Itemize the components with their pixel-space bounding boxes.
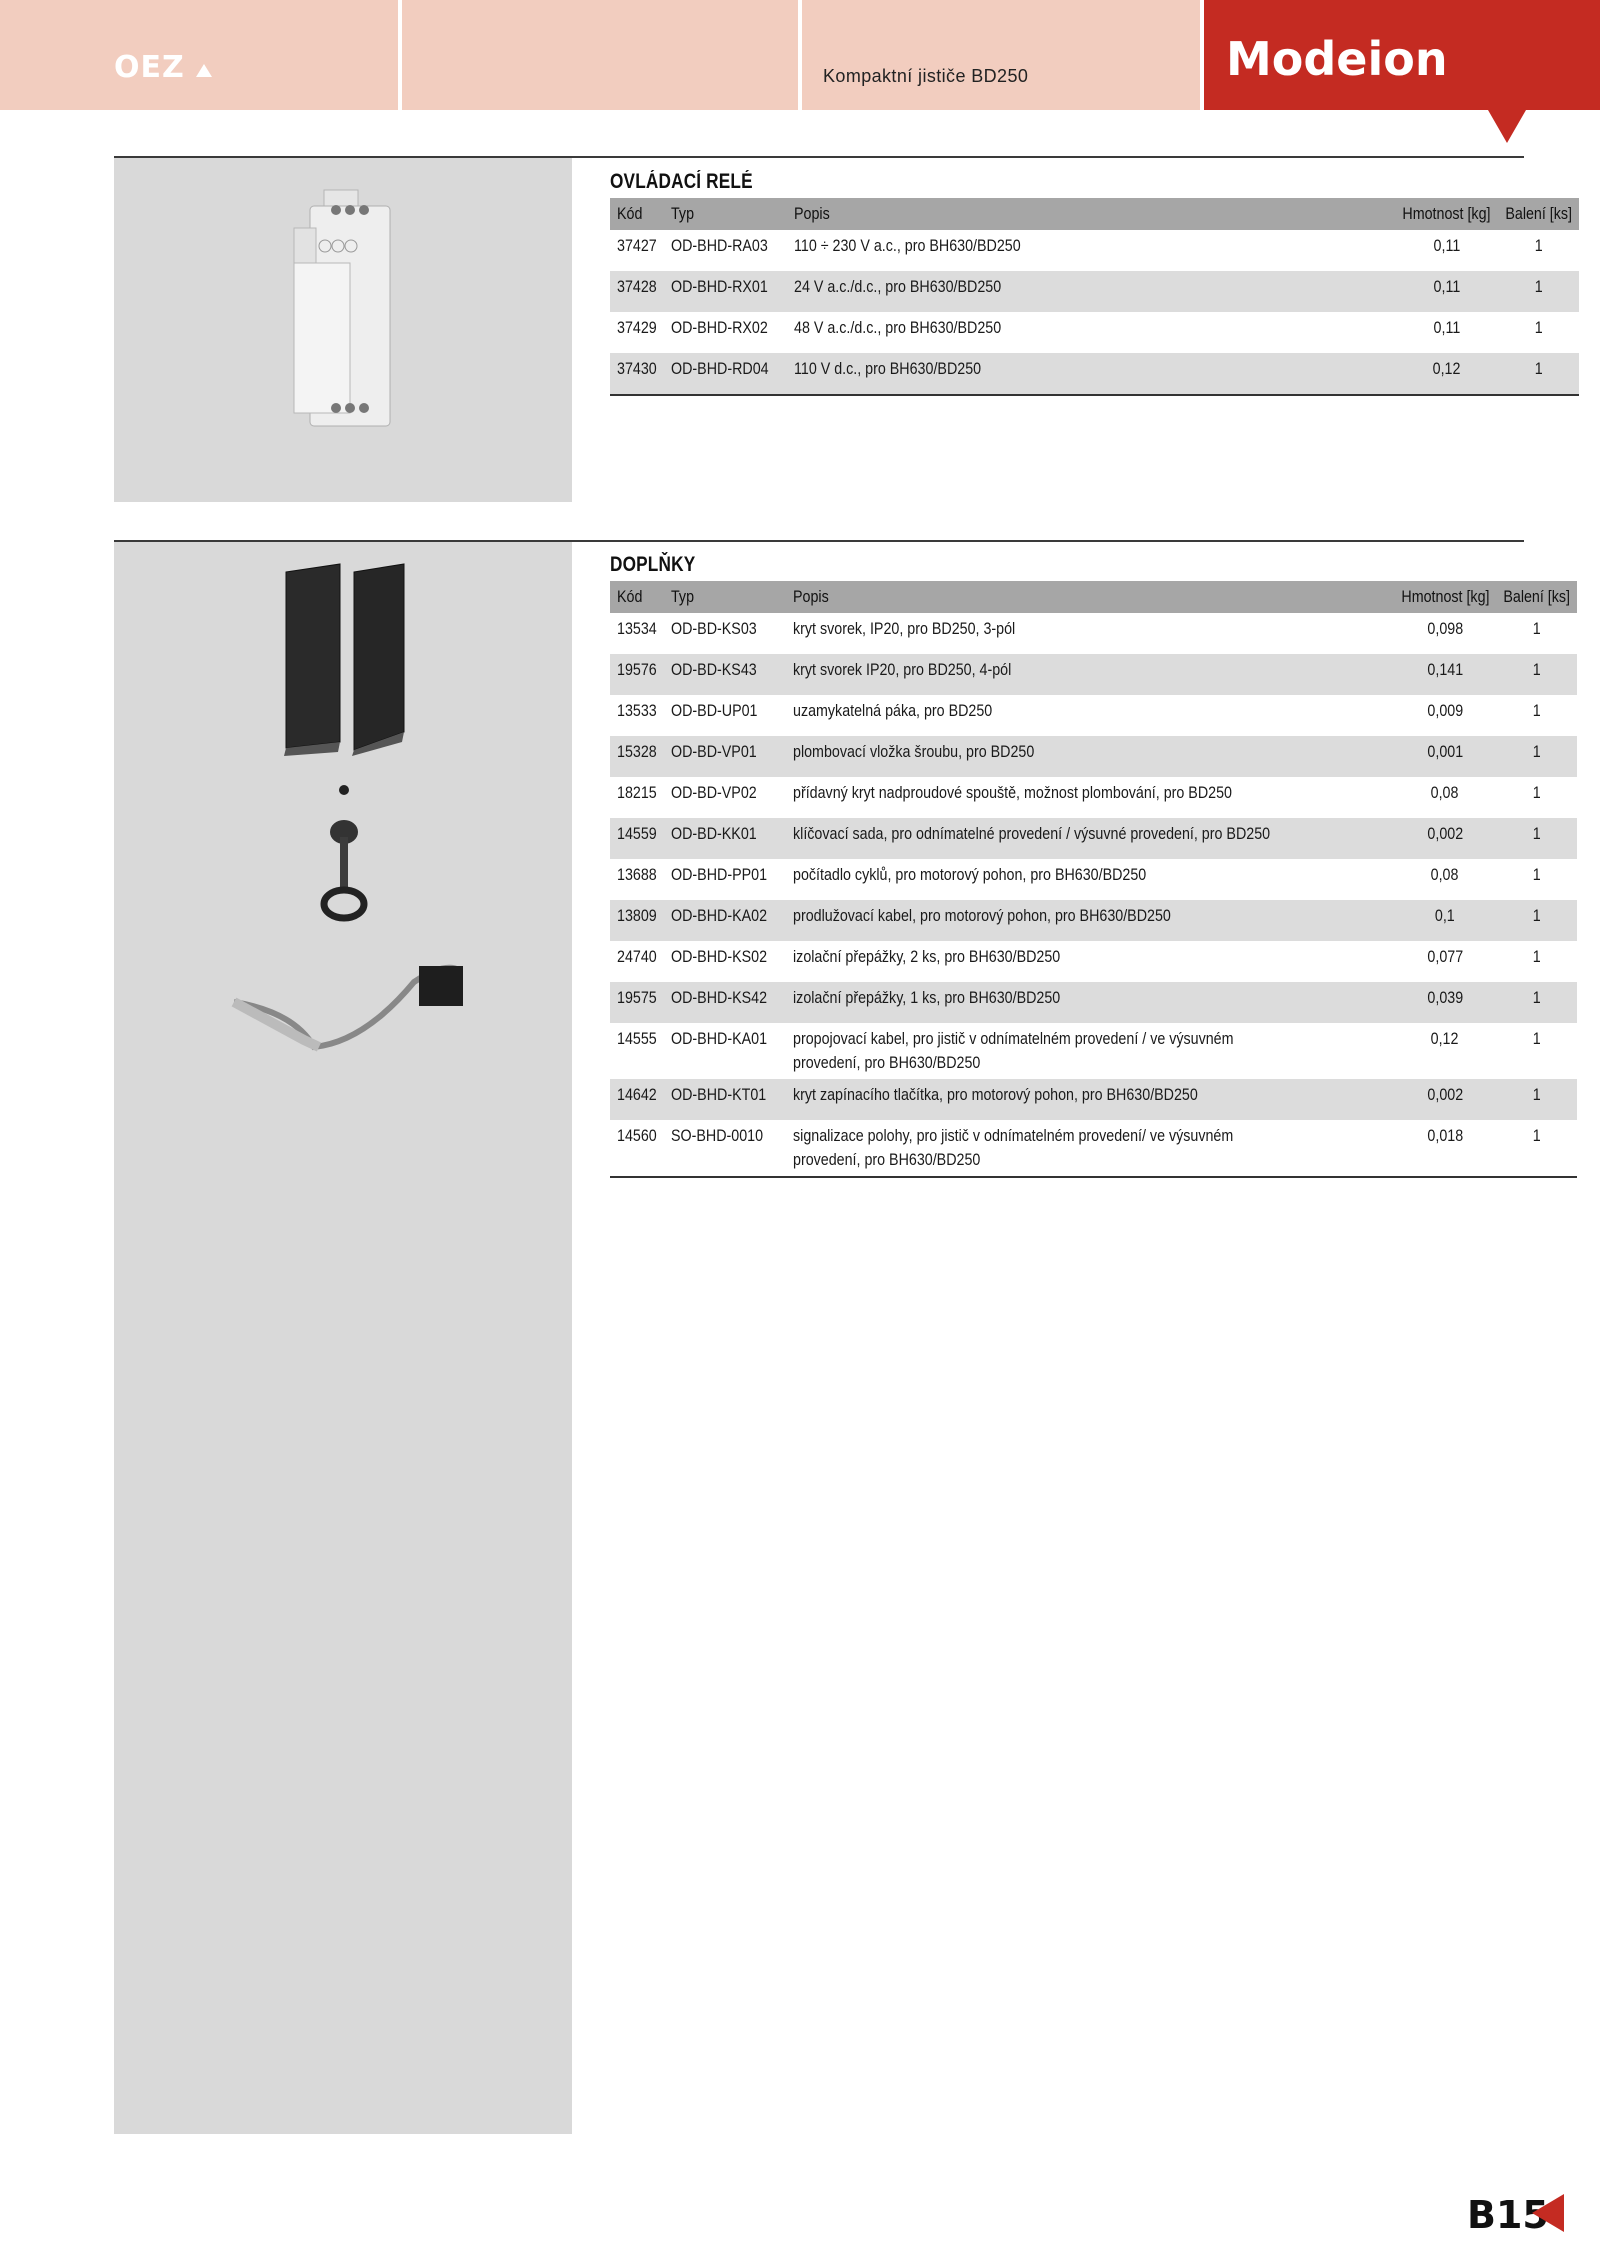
- cell-weight-text: 0,001: [1427, 742, 1463, 761]
- cell-weight: [1393, 736, 1498, 777]
- page-subtitle: Kompaktní jističe BD250: [823, 66, 1029, 86]
- cell-pack-text: 1: [1533, 988, 1542, 1007]
- cell-type: [664, 695, 785, 736]
- col-header: Kód: [610, 198, 664, 230]
- cell-code: [610, 777, 664, 818]
- cell-weight: [1393, 982, 1498, 1023]
- cell-pack-text: 1: [1535, 359, 1544, 378]
- cell-description: [786, 777, 1393, 818]
- cell-type-text: OD-BD-VP02: [671, 783, 757, 802]
- cell-type-text: OD-BD-KS43: [671, 660, 757, 679]
- cell-weight-text: 0,11: [1433, 236, 1461, 255]
- cell-weight-text: 0,039: [1427, 988, 1463, 1007]
- cell-description-text: prodlužovací kabel, pro motorový pohon, pro BH630/BD250: [792, 906, 1171, 925]
- col-header: Typ: [664, 581, 785, 613]
- table-header-row: [610, 198, 1579, 230]
- cell-code-text: 24740: [617, 947, 657, 966]
- section-title: DOPLŇKY: [610, 553, 696, 576]
- cell-pack: [1497, 613, 1576, 654]
- cell-pack-text: 1: [1533, 906, 1542, 925]
- table-row: [610, 859, 1577, 900]
- table-row: [610, 613, 1577, 654]
- cell-description-text: počítadlo cyklů, pro motorový pohon, pro BH630/BD250: [792, 865, 1146, 884]
- cell-type-text: OD-BHD-KS42: [671, 988, 768, 1007]
- cell-code: [610, 353, 664, 395]
- cell-weight-text: 0,1: [1435, 906, 1455, 925]
- cell-weight-text: 0,141: [1427, 660, 1463, 679]
- cell-pack-text: 1: [1535, 277, 1544, 296]
- cell-pack: [1497, 982, 1576, 1023]
- cell-weight-text: 0,002: [1427, 824, 1463, 843]
- cell-description-text: 110 V d.c., pro BH630/BD250: [794, 359, 982, 378]
- cell-code-text: 37428: [617, 277, 657, 296]
- cell-weight: [1393, 613, 1498, 654]
- cell-code-text: 18215: [617, 783, 657, 802]
- cell-description: [786, 1079, 1393, 1120]
- cell-code-text: 14642: [617, 1085, 657, 1104]
- section-title: OVLÁDACÍ RELÉ: [610, 170, 753, 193]
- table-row: [610, 695, 1577, 736]
- cell-code: [610, 941, 664, 982]
- cell-pack: [1497, 736, 1576, 777]
- table-row: [610, 900, 1577, 941]
- cell-type-text: SO-BHD-0010: [671, 1126, 764, 1145]
- cell-code: [610, 654, 664, 695]
- cell-weight-text: 0,11: [1433, 318, 1461, 337]
- table-row: [610, 1023, 1577, 1079]
- cell-description: [787, 271, 1394, 312]
- cell-weight-text: 0,08: [1431, 865, 1459, 884]
- cell-description: [786, 736, 1393, 777]
- cell-pack-text: 1: [1533, 1126, 1542, 1145]
- cell-type-text: OD-BD-UP01: [671, 701, 758, 720]
- page-number: B15: [1467, 2193, 1549, 2237]
- col-header: Kód: [610, 581, 664, 613]
- cell-weight: [1393, 695, 1498, 736]
- brand-title: Modeion: [1226, 32, 1448, 86]
- cell-type: [664, 353, 787, 395]
- cell-pack-text: 1: [1533, 619, 1542, 638]
- cell-pack-text: 1: [1533, 660, 1542, 679]
- accessories-table: [610, 581, 1577, 1178]
- cell-type: [664, 654, 785, 695]
- cell-pack-text: 1: [1533, 824, 1542, 843]
- cell-code-text: 14555: [617, 1029, 657, 1048]
- cell-pack: [1497, 695, 1576, 736]
- cell-pack: [1499, 230, 1578, 271]
- cell-type: [664, 1023, 785, 1079]
- accessories-illustration: [114, 542, 572, 1162]
- cell-type-text: OD-BD-KS03: [671, 619, 757, 638]
- cell-description: [786, 1120, 1393, 1177]
- cell-description-text: izolační přepážky, 2 ks, pro BH630/BD250: [792, 947, 1060, 966]
- cell-code-text: 37430: [617, 359, 657, 378]
- cell-pack-text: 1: [1533, 865, 1542, 884]
- cell-type: [664, 312, 787, 353]
- cell-type: [664, 1079, 785, 1120]
- cell-code: [610, 613, 664, 654]
- cell-description-text: kryt zapínacího tlačítka, pro motorový pohon, pro BH630/BD250: [792, 1085, 1198, 1104]
- cell-type: [664, 230, 787, 271]
- cell-type-text: OD-BHD-RA03: [671, 236, 769, 255]
- cell-pack-text: 1: [1533, 947, 1542, 966]
- cell-type-text: OD-BHD-KT01: [671, 1085, 767, 1104]
- cell-code-text: 37427: [617, 236, 657, 255]
- cell-weight-text: 0,12: [1431, 1029, 1459, 1048]
- cell-description-text: kryt svorek, IP20, pro BD250, 3-pól: [792, 619, 1015, 638]
- cell-weight: [1393, 859, 1498, 900]
- product-image-relay: [114, 158, 572, 502]
- cell-type-text: OD-BHD-KA01: [671, 1029, 768, 1048]
- cell-pack: [1499, 353, 1578, 395]
- cell-pack: [1497, 859, 1576, 900]
- table-row: [610, 941, 1577, 982]
- cell-description-text: propojovací kabel, pro jistič v odnímatelném provedení / ve výsuvném provedení, pro BH630/BD250: [792, 1029, 1234, 1072]
- cell-type: [664, 982, 785, 1023]
- cell-code: [610, 312, 664, 353]
- cell-weight: [1394, 271, 1499, 312]
- cell-type: [664, 900, 785, 941]
- cell-code: [610, 1023, 664, 1079]
- table-row: [610, 654, 1577, 695]
- page-arrow-icon: [1532, 2194, 1564, 2232]
- cell-description-text: přídavný kryt nadproudové spouště, možnost plombování, pro BD250: [792, 783, 1232, 802]
- cell-description: [786, 613, 1393, 654]
- cell-code-text: 37429: [617, 318, 657, 337]
- cell-weight: [1393, 900, 1498, 941]
- table-row: [610, 736, 1577, 777]
- cell-pack: [1497, 777, 1576, 818]
- header-cell-subtitle: [802, 0, 1200, 110]
- table-row: [610, 271, 1579, 312]
- cell-description-text: 24 V a.c./d.c., pro BH630/BD250: [794, 277, 1002, 296]
- cell-pack: [1497, 818, 1576, 859]
- col-header: Balení [ks]: [1497, 581, 1576, 613]
- product-image-accessories: [114, 542, 572, 2134]
- table-row: [610, 312, 1579, 353]
- cell-pack-text: 1: [1535, 236, 1544, 255]
- cell-pack: [1497, 1023, 1576, 1079]
- cell-weight-text: 0,002: [1427, 1085, 1463, 1104]
- cell-code-text: 14559: [617, 824, 657, 843]
- cell-pack: [1497, 1079, 1576, 1120]
- cell-pack-text: 1: [1533, 1029, 1542, 1048]
- cell-description: [787, 353, 1394, 395]
- cell-weight: [1393, 941, 1498, 982]
- cell-code: [610, 982, 664, 1023]
- cell-weight: [1393, 818, 1498, 859]
- table-header-row: [610, 581, 1577, 613]
- relay-illustration: [114, 158, 572, 502]
- cell-code-text: 15328: [617, 742, 657, 761]
- cell-description: [787, 312, 1394, 353]
- cell-type: [664, 271, 787, 312]
- cell-code-text: 19575: [617, 988, 657, 1007]
- cell-description: [786, 1023, 1393, 1079]
- cell-code: [610, 818, 664, 859]
- cell-description: [786, 900, 1393, 941]
- cell-type-text: OD-BHD-KS02: [671, 947, 768, 966]
- cell-code: [610, 230, 664, 271]
- table-row: [610, 353, 1579, 395]
- cell-type: [664, 859, 785, 900]
- col-header: Popis: [786, 581, 1393, 613]
- cell-pack-text: 1: [1533, 701, 1542, 720]
- col-header: Typ: [664, 198, 787, 230]
- cell-type: [664, 613, 785, 654]
- cell-pack: [1499, 312, 1578, 353]
- header-cell-logo: [0, 0, 398, 110]
- cell-description-text: izolační přepážky, 1 ks, pro BH630/BD250: [792, 988, 1060, 1007]
- cell-description: [786, 695, 1393, 736]
- table-row: [610, 777, 1577, 818]
- cell-description-text: 48 V a.c./d.c., pro BH630/BD250: [794, 318, 1002, 337]
- table-row: [610, 1079, 1577, 1120]
- cell-type-text: OD-BHD-RX02: [671, 318, 769, 337]
- col-header: Popis: [787, 198, 1394, 230]
- table-row: [610, 230, 1579, 271]
- cell-weight: [1393, 777, 1498, 818]
- cell-weight: [1393, 1023, 1498, 1079]
- cell-code-text: 14560: [617, 1126, 657, 1145]
- cell-weight-text: 0,098: [1427, 619, 1463, 638]
- cell-code: [610, 695, 664, 736]
- cell-pack-text: 1: [1535, 318, 1544, 337]
- cell-type: [664, 777, 785, 818]
- cell-pack: [1497, 654, 1576, 695]
- cell-description: [786, 982, 1393, 1023]
- cell-weight-text: 0,018: [1427, 1126, 1463, 1145]
- col-header: Balení [ks]: [1499, 198, 1578, 230]
- cell-type-text: OD-BHD-RX01: [671, 277, 769, 296]
- cell-description-text: uzamykatelná páka, pro BD250: [792, 701, 992, 720]
- table-row: [610, 818, 1577, 859]
- cell-type: [664, 736, 785, 777]
- page-header: [0, 0, 1600, 110]
- oez-logo: OEZ: [114, 50, 185, 85]
- cell-code-text: 13688: [617, 865, 657, 884]
- relay-table: [610, 198, 1579, 396]
- col-header: Hmotnost [kg]: [1393, 581, 1498, 613]
- cell-weight-text: 0,12: [1433, 359, 1461, 378]
- cell-code: [610, 736, 664, 777]
- cell-weight-text: 0,11: [1433, 277, 1461, 296]
- cell-code: [610, 1079, 664, 1120]
- cell-type: [664, 1120, 785, 1177]
- header-cell-blank: [402, 0, 798, 110]
- cell-description: [786, 654, 1393, 695]
- cell-description: [787, 230, 1394, 271]
- logo-triangle-icon: [196, 64, 212, 77]
- cell-code: [610, 271, 664, 312]
- cell-weight: [1394, 312, 1499, 353]
- cell-pack-text: 1: [1533, 783, 1542, 802]
- cell-weight-text: 0,009: [1427, 701, 1463, 720]
- cell-pack: [1497, 1120, 1576, 1177]
- cell-weight: [1393, 1120, 1498, 1177]
- cell-description: [786, 859, 1393, 900]
- cell-weight: [1394, 230, 1499, 271]
- cell-weight: [1394, 353, 1499, 395]
- cell-description-text: klíčovací sada, pro odnímatelné provedení / výsuvné provedení, pro BD250: [792, 824, 1270, 843]
- cell-weight: [1393, 1079, 1498, 1120]
- cell-code-text: 13533: [617, 701, 657, 720]
- cell-code-text: 13534: [617, 619, 657, 638]
- cell-pack-text: 1: [1533, 1085, 1542, 1104]
- cell-type-text: OD-BD-VP01: [671, 742, 757, 761]
- cell-weight-text: 0,08: [1431, 783, 1459, 802]
- cell-weight: [1393, 654, 1498, 695]
- cell-type-text: OD-BHD-KA02: [671, 906, 768, 925]
- brand-arrow-icon: [1488, 110, 1526, 143]
- table-row: [610, 982, 1577, 1023]
- cell-weight-text: 0,077: [1427, 947, 1463, 966]
- cell-type: [664, 941, 785, 982]
- cell-description-text: signalizace polohy, pro jistič v odnímatelném provedení/ ve výsuvném provedení, pro BH630/BD250: [792, 1126, 1233, 1169]
- cell-pack: [1497, 941, 1576, 982]
- cell-description: [786, 818, 1393, 859]
- cell-pack: [1499, 271, 1578, 312]
- cell-description: [786, 941, 1393, 982]
- cell-type-text: OD-BHD-PP01: [671, 865, 768, 884]
- cell-code: [610, 1120, 664, 1177]
- cell-pack-text: 1: [1533, 742, 1542, 761]
- cell-code-text: 13809: [617, 906, 657, 925]
- cell-description-text: 110 ÷ 230 V a.c., pro BH630/BD250: [794, 236, 1022, 255]
- cell-description-text: plombovací vložka šroubu, pro BD250: [792, 742, 1034, 761]
- cell-code: [610, 900, 664, 941]
- cell-code: [610, 859, 664, 900]
- cell-description-text: kryt svorek IP20, pro BD250, 4-pól: [792, 660, 1011, 679]
- table-row: [610, 1120, 1577, 1177]
- col-header: Hmotnost [kg]: [1394, 198, 1499, 230]
- cell-pack: [1497, 900, 1576, 941]
- cell-code-text: 19576: [617, 660, 657, 679]
- cell-type: [664, 818, 785, 859]
- cell-type-text: OD-BHD-RD04: [671, 359, 769, 378]
- cell-type-text: OD-BD-KK01: [671, 824, 757, 843]
